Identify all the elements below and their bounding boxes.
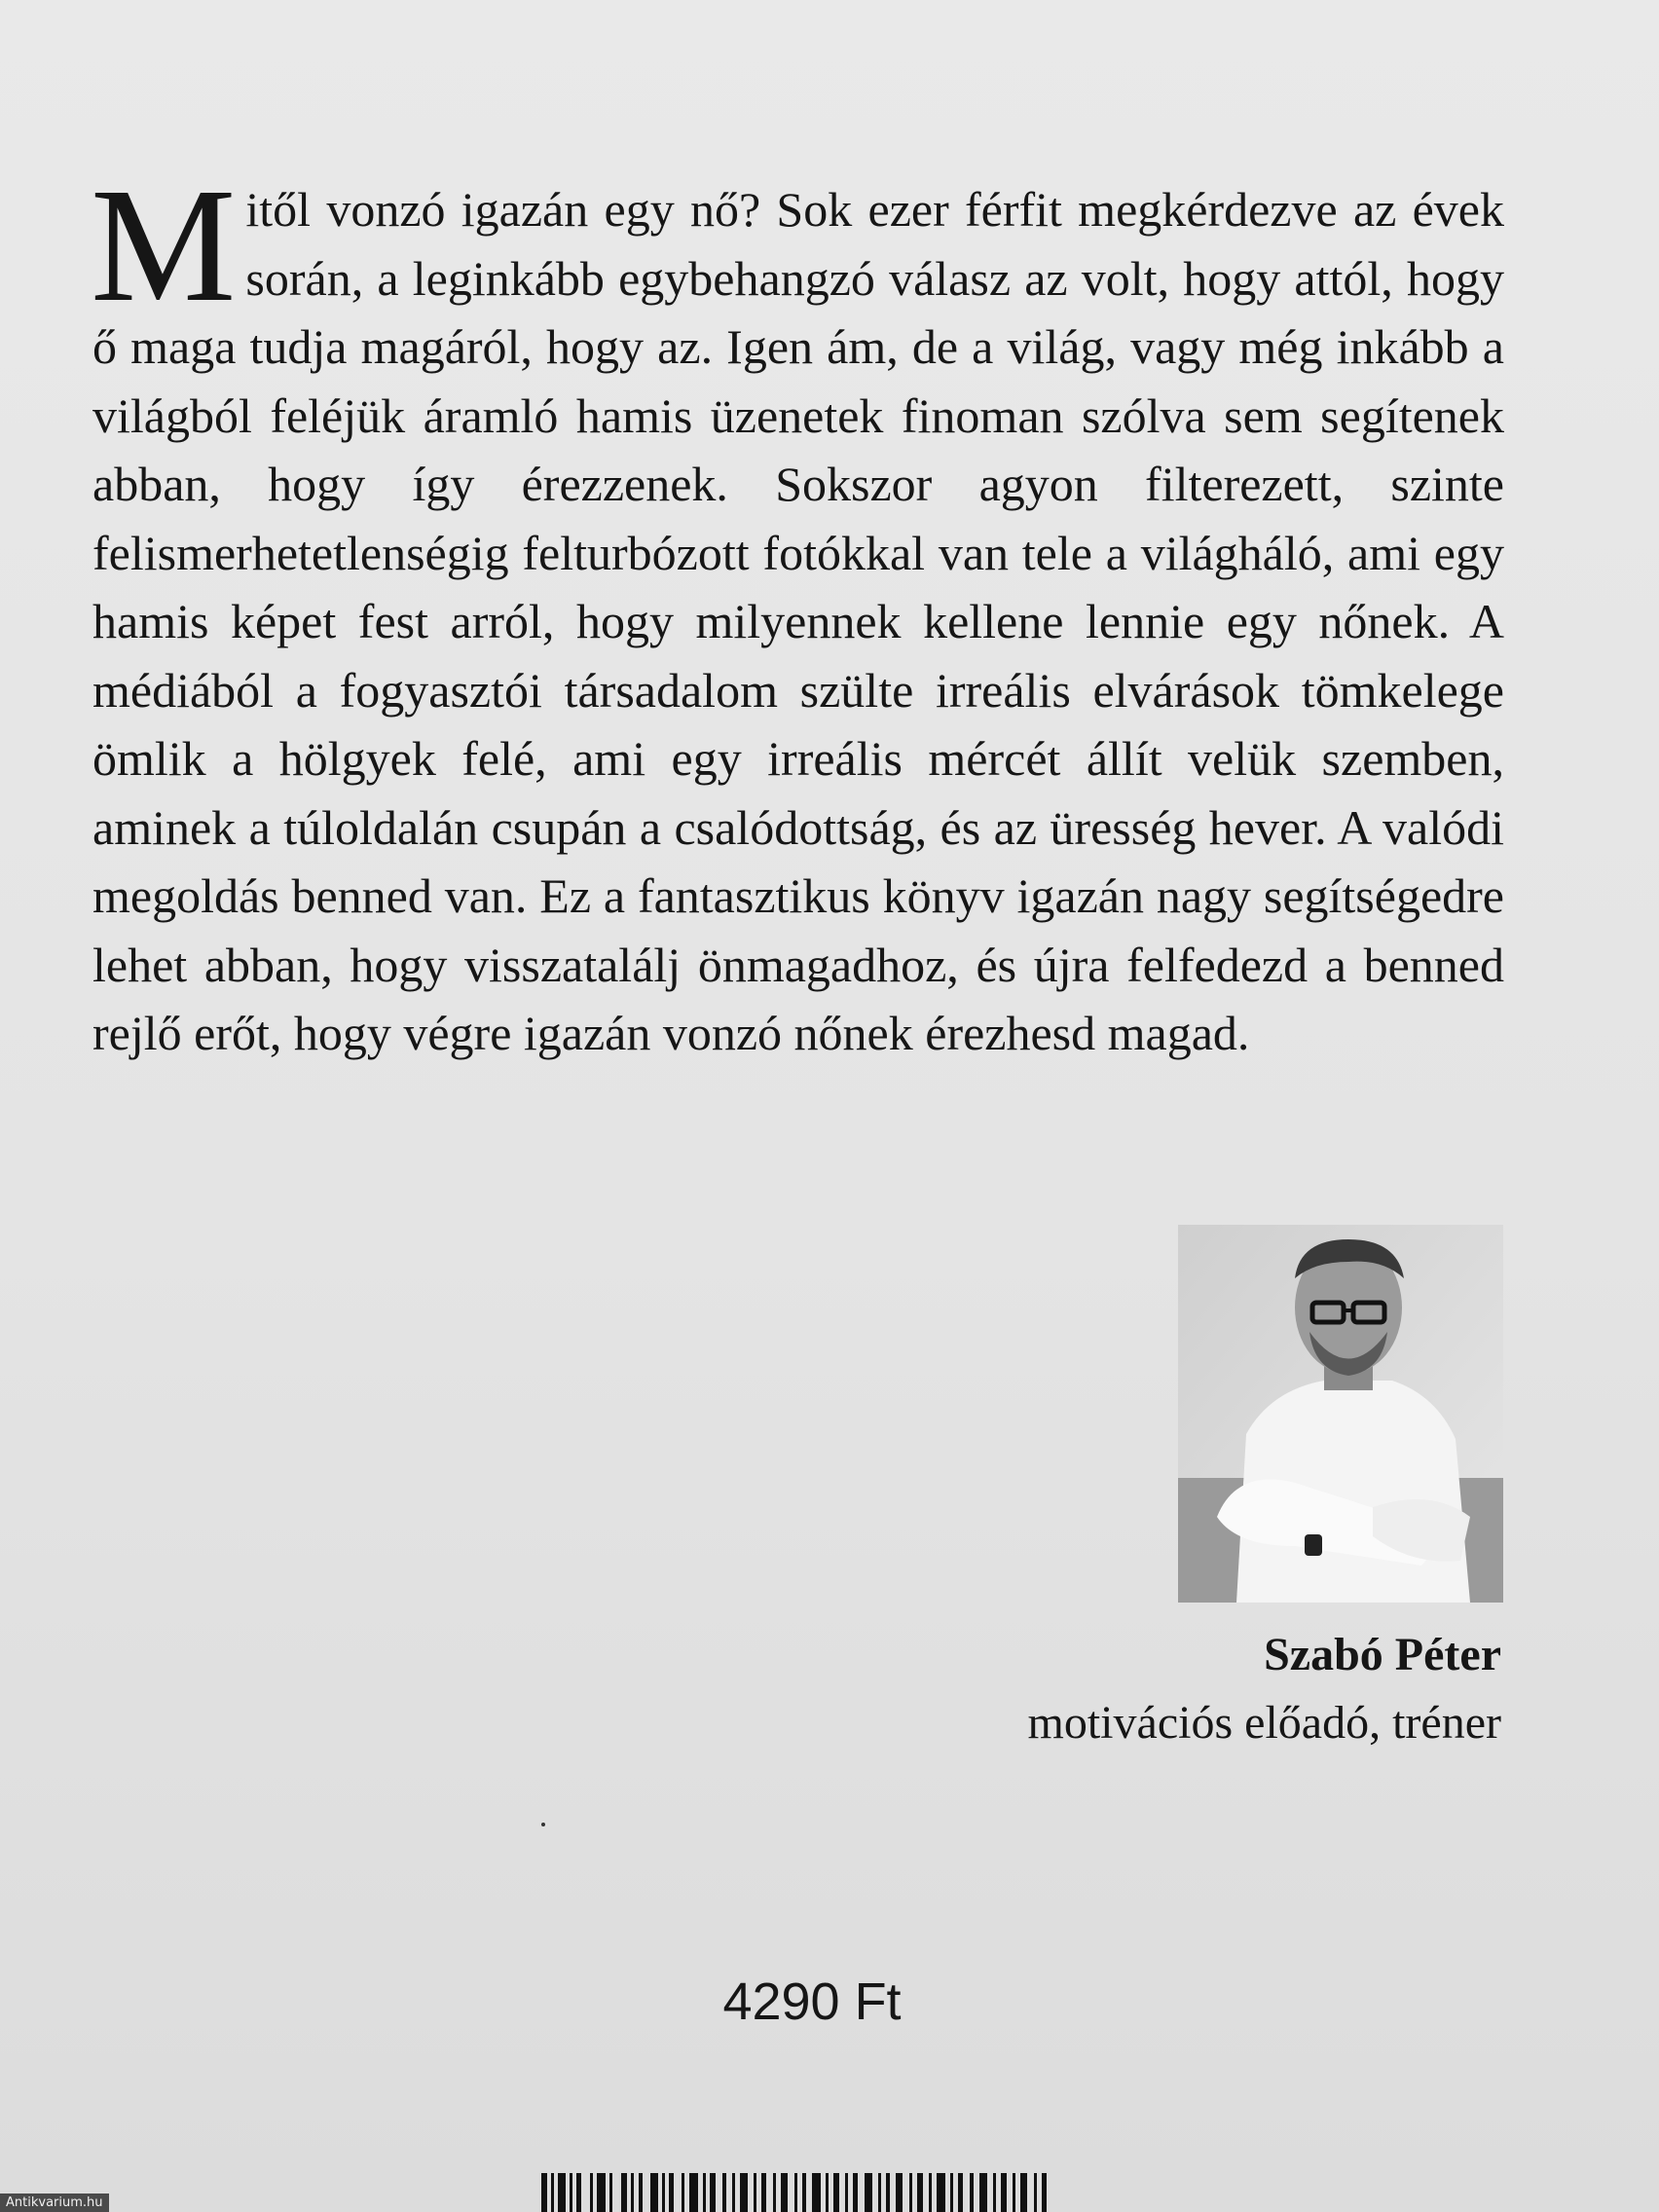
- author-role: motivációs előadó, tréner: [1027, 1697, 1501, 1749]
- back-cover-blurb: [91, 155, 1504, 1068]
- drop-cap: M: [91, 155, 237, 336]
- watermark: Antikvarium.hu: [0, 2194, 109, 2212]
- author-photo: [1178, 1225, 1503, 1603]
- price: 4290 Ft: [722, 1972, 902, 2031]
- barcode: [541, 2173, 1087, 2212]
- author-name: Szabó Péter: [1264, 1629, 1501, 1680]
- print-speck: [541, 1823, 545, 1826]
- blurb-text: itől vonzó igazán egy nő? Sok ezer férfit megkérdezve az évek során, a leginkább egybehangzó válasz az volt, hogy attól, hogy ő maga tudja magáról, hogy az. Igen ám, de a világ, vagy még inkább a világból feléjük áramló hamis üzenetek finoman szólva sem segítenek abban, hogy így érezzenek. Sokszor agyon filterezett, szinte felismerhetetlenségig felturbózott fotókkal van tele a világháló, ami egy hamis képet fest arról, hogy milyennek kellene lennie egy nőnek. A médiából a fogyasztói társadalom szülte irreális elvárások tömkelege ömlik a hölgyek felé, ami egy irreális mércét állít velük szemben, aminek a túloldalán csupán a csalódottság, és az üresség hever. A valódi megoldás benned van. Ez a fantasztikus könyv igazán nagy segítségedre lehet abban, hogy visszatalálj önmagadhoz, és újra felfedezd a benned rejlő erőt, hogy végre igazán vonzó nőnek érezhesd magad.: [92, 182, 1504, 1060]
